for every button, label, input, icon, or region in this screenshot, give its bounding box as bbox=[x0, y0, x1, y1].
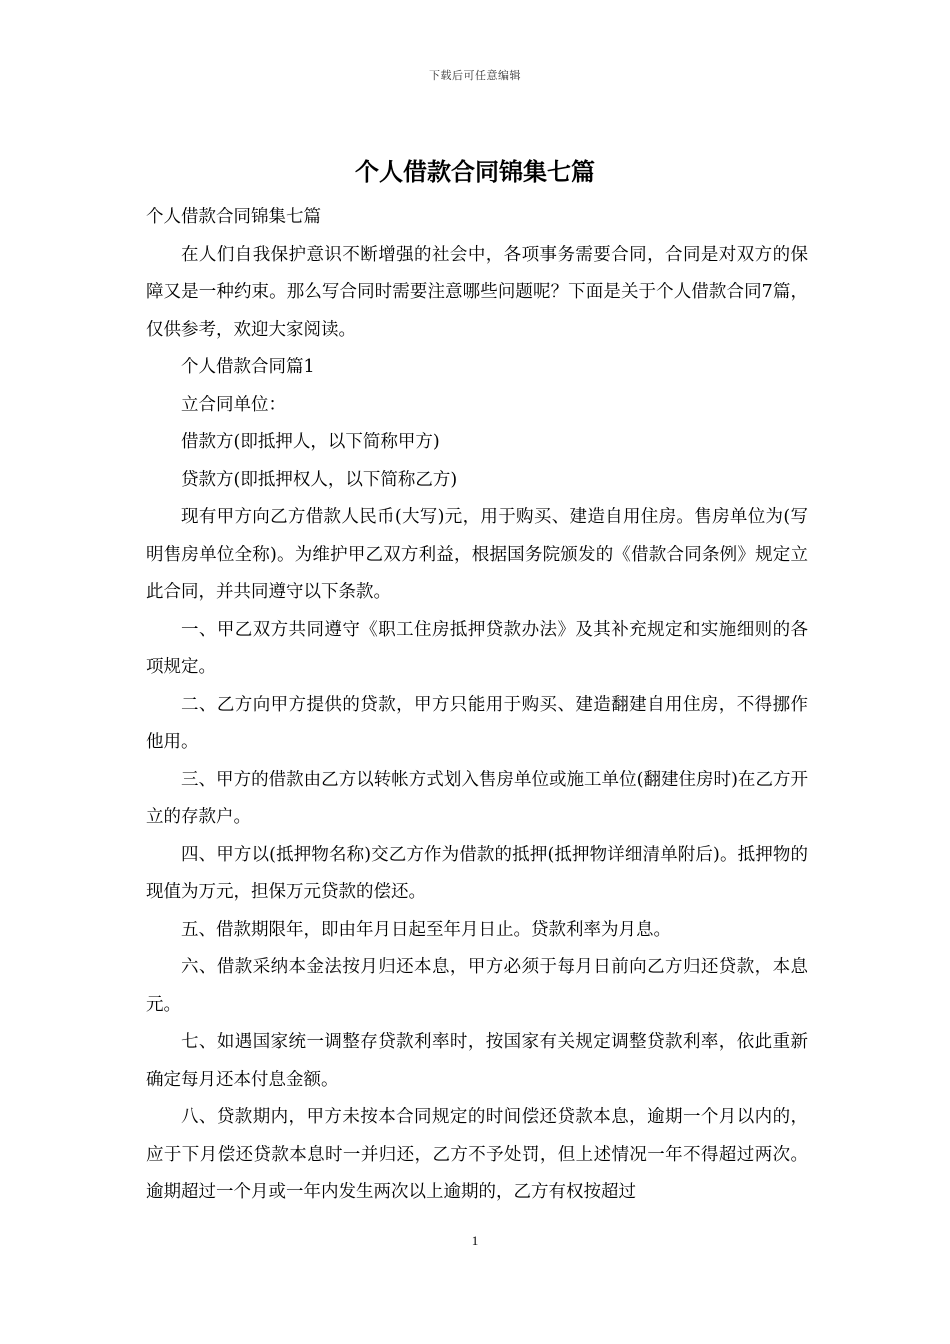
paragraph: 个人借款合同篇1 bbox=[181, 357, 315, 377]
paragraph: 八、贷款期内，甲方未按本合同规定的时间偿还贷款本息，逾期一个月以内的，应于下月偿还贷款本息时一并归还，乙方不予处罚，但上述情况一年不得超过两次。逾期超过一个月或一年内发生两次以上逾期的，乙方有权按超过 bbox=[146, 1107, 808, 1202]
paragraph: 立合同单位： bbox=[181, 394, 286, 415]
header-note: 下载后可任意编辑 bbox=[429, 69, 521, 82]
paragraph: 借款方(即抵押人，以下简称甲方) bbox=[181, 432, 440, 452]
document-body bbox=[146, 199, 808, 1212]
paragraph: 一、甲乙双方共同遵守《职工住房抵押贷款办法》及其补充规定和实施细则的各项规定。 bbox=[146, 619, 808, 677]
paragraph: 四、甲方以(抵押物名称)交乙方作为借款的抵押(抵押物详细清单附后)。抵押物的现值为万元，担保万元贷款的偿还。 bbox=[146, 844, 808, 902]
paragraph: 贷款方(即抵押权人，以下简称乙方) bbox=[181, 469, 458, 490]
paragraph: 七、如遇国家统一调整存贷款利率时，按国家有关规定调整贷款利率，依此重新确定每月还本付息金额。 bbox=[146, 1032, 808, 1090]
paragraph: 现有甲方向乙方借款人民币(大写)元，用于购买、建造自用住房。售房单位为(写明售房单位全称)。为维护甲乙双方利益，根据国务院颁发的《借款合同条例》规定立此合同，并共同遵守以下条款。 bbox=[146, 507, 808, 602]
paragraph: 个人借款合同锦集七篇 bbox=[146, 207, 321, 227]
paragraph: 六、借款采纳本金法按月归还本息，甲方必须于每月日前向乙方归还贷款，本息元。 bbox=[146, 957, 808, 1015]
page-number: 1 bbox=[471, 1233, 479, 1248]
paragraph: 在人们自我保护意识不断增强的社会中，各项事务需要合同，合同是对双方的保障又是一种约束。那么写合同时需要注意哪些问题呢？下面是关于个人借款合同7篇，仅供参考，欢迎大家阅读。 bbox=[146, 244, 808, 340]
paragraph: 三、甲方的借款由乙方以转帐方式划入售房单位或施工单位(翻建住房时)在乙方开立的存款户。 bbox=[146, 769, 808, 827]
paragraph: 五、借款期限年，即由年月日起至年月日止。贷款利率为月息。 bbox=[181, 919, 671, 940]
paragraph: 二、乙方向甲方提供的贷款，甲方只能用于购买、建造翻建自用住房，不得挪作他用。 bbox=[146, 694, 808, 752]
document-title: 个人借款合同锦集七篇 bbox=[355, 158, 595, 186]
